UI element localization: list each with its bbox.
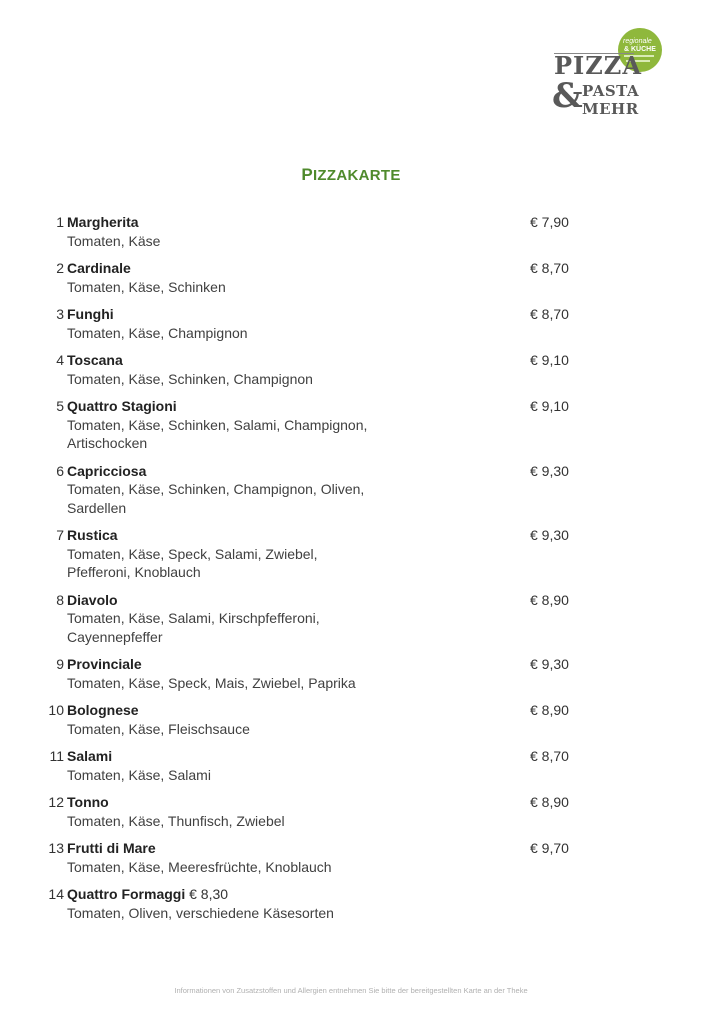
item-description: Tomaten, Käse, Salami, Kirschpfefferoni, Cayennepfeffer: [67, 610, 320, 645]
item-name: Diavolo: [67, 591, 118, 608]
item-number: 6: [56, 462, 64, 479]
item-price: € 9,30: [530, 527, 569, 543]
menu-item: [42, 213, 602, 250]
menu-item: [42, 793, 602, 830]
item-description: Tomaten, Käse, Thunfisch, Zwiebel: [67, 812, 285, 829]
logo-ampersand: &: [552, 76, 583, 116]
item-name: Funghi: [67, 306, 114, 322]
logo-mehr-text: MEHR: [582, 100, 639, 118]
item-number: 4: [56, 352, 64, 368]
item-name: Frutti di Mare: [67, 840, 156, 856]
menu-item: [42, 526, 602, 582]
menu-item: [42, 655, 602, 692]
item-price: € 9,70: [530, 840, 569, 856]
title-initial: P: [301, 165, 313, 184]
item-number: 14: [48, 886, 64, 902]
item-number: 7: [56, 527, 64, 543]
item-name: Capricciosa: [67, 462, 147, 479]
item-number: 2: [56, 260, 64, 276]
item-number: 9: [56, 656, 64, 672]
restaurant-logo: [552, 26, 664, 130]
item-description: Tomaten, Käse, Salami: [67, 766, 211, 783]
logo-pizza-text: PIZZA: [554, 51, 642, 80]
item-description: Tomaten, Käse, Schinken, Champignon: [67, 370, 313, 387]
item-number: 12: [48, 794, 64, 810]
item-number: 11: [49, 748, 64, 764]
item-description: Tomaten, Käse, Meeresfrüchte, Knoblauch: [67, 858, 332, 875]
item-number: 10: [48, 702, 64, 718]
item-price: € 9,30: [530, 462, 569, 479]
item-number: 13: [48, 840, 64, 856]
badge-line-1: regionale: [623, 38, 652, 45]
item-name: Quattro Stagioni: [67, 398, 177, 414]
item-description: Tomaten, Käse, Schinken, Salami, Champignon, Artischocken: [67, 416, 368, 451]
item-price: € 9,10: [530, 352, 569, 368]
item-description: Tomaten, Käse: [67, 232, 161, 249]
item-name: Rustica: [67, 527, 118, 543]
page-title: [0, 165, 702, 185]
item-name: Margherita: [67, 214, 139, 230]
item-name-text: Quattro Formaggi: [67, 886, 186, 902]
menu-item: [42, 885, 602, 922]
menu-item: [42, 462, 602, 518]
item-description: Tomaten, Käse, Speck, Salami, Zwiebel, Pfefferoni, Knoblauch: [67, 545, 318, 580]
item-price: € 8,90: [530, 591, 569, 608]
item-description: Tomaten, Käse, Speck, Mais, Zwiebel, Paprika: [67, 674, 356, 691]
item-price: € 8,70: [530, 306, 569, 322]
item-description: Tomaten, Käse, Champignon: [67, 324, 248, 341]
menu-item: [42, 701, 602, 738]
allergen-footer-note: Informationen von Zusatzstoffen und Allergien entnehmen Sie bitte der bereitgestellten Karte an der Theke: [174, 986, 528, 995]
menu-item: [42, 259, 602, 296]
badge-line-2: & KÜCHE: [624, 46, 656, 53]
item-number: 1: [56, 214, 64, 230]
item-name: [67, 885, 228, 904]
menu-item: [42, 839, 602, 876]
logo-pasta-text: PASTA: [582, 82, 640, 100]
item-price: € 9,30: [530, 656, 569, 672]
title-rest: IZZAKARTE: [312, 167, 401, 184]
item-name: Salami: [67, 748, 113, 764]
item-number: 3: [56, 306, 64, 322]
item-number: 5: [56, 398, 64, 414]
item-name: Tonno: [67, 794, 109, 810]
item-name: Toscana: [67, 352, 123, 368]
item-price: € 7,90: [530, 214, 569, 230]
item-description: Tomaten, Käse, Schinken: [67, 278, 226, 295]
item-price: € 8,70: [530, 260, 569, 276]
item-description: Tomaten, Oliven, verschiedene Käsesorten: [67, 904, 334, 921]
menu-item: [42, 591, 602, 647]
item-price: € 8,70: [530, 748, 569, 764]
item-description: Tomaten, Käse, Schinken, Champignon, Oliven, Sardellen: [67, 481, 365, 516]
item-name: Provinciale: [67, 656, 142, 672]
item-name: Bolognese: [67, 702, 139, 718]
menu-item: [42, 747, 602, 784]
item-name: Cardinale: [67, 260, 131, 276]
item-description: Tomaten, Käse, Fleischsauce: [67, 720, 250, 737]
item-price: € 8,30: [189, 886, 229, 902]
menu-item: [42, 397, 602, 453]
item-price: € 8,90: [530, 794, 569, 810]
item-price: € 8,90: [530, 702, 569, 718]
item-number: 8: [56, 591, 64, 608]
menu-item: [42, 351, 602, 388]
pizza-menu-list: [42, 213, 602, 931]
menu-item: [42, 305, 602, 342]
item-price: € 9,10: [530, 398, 569, 414]
